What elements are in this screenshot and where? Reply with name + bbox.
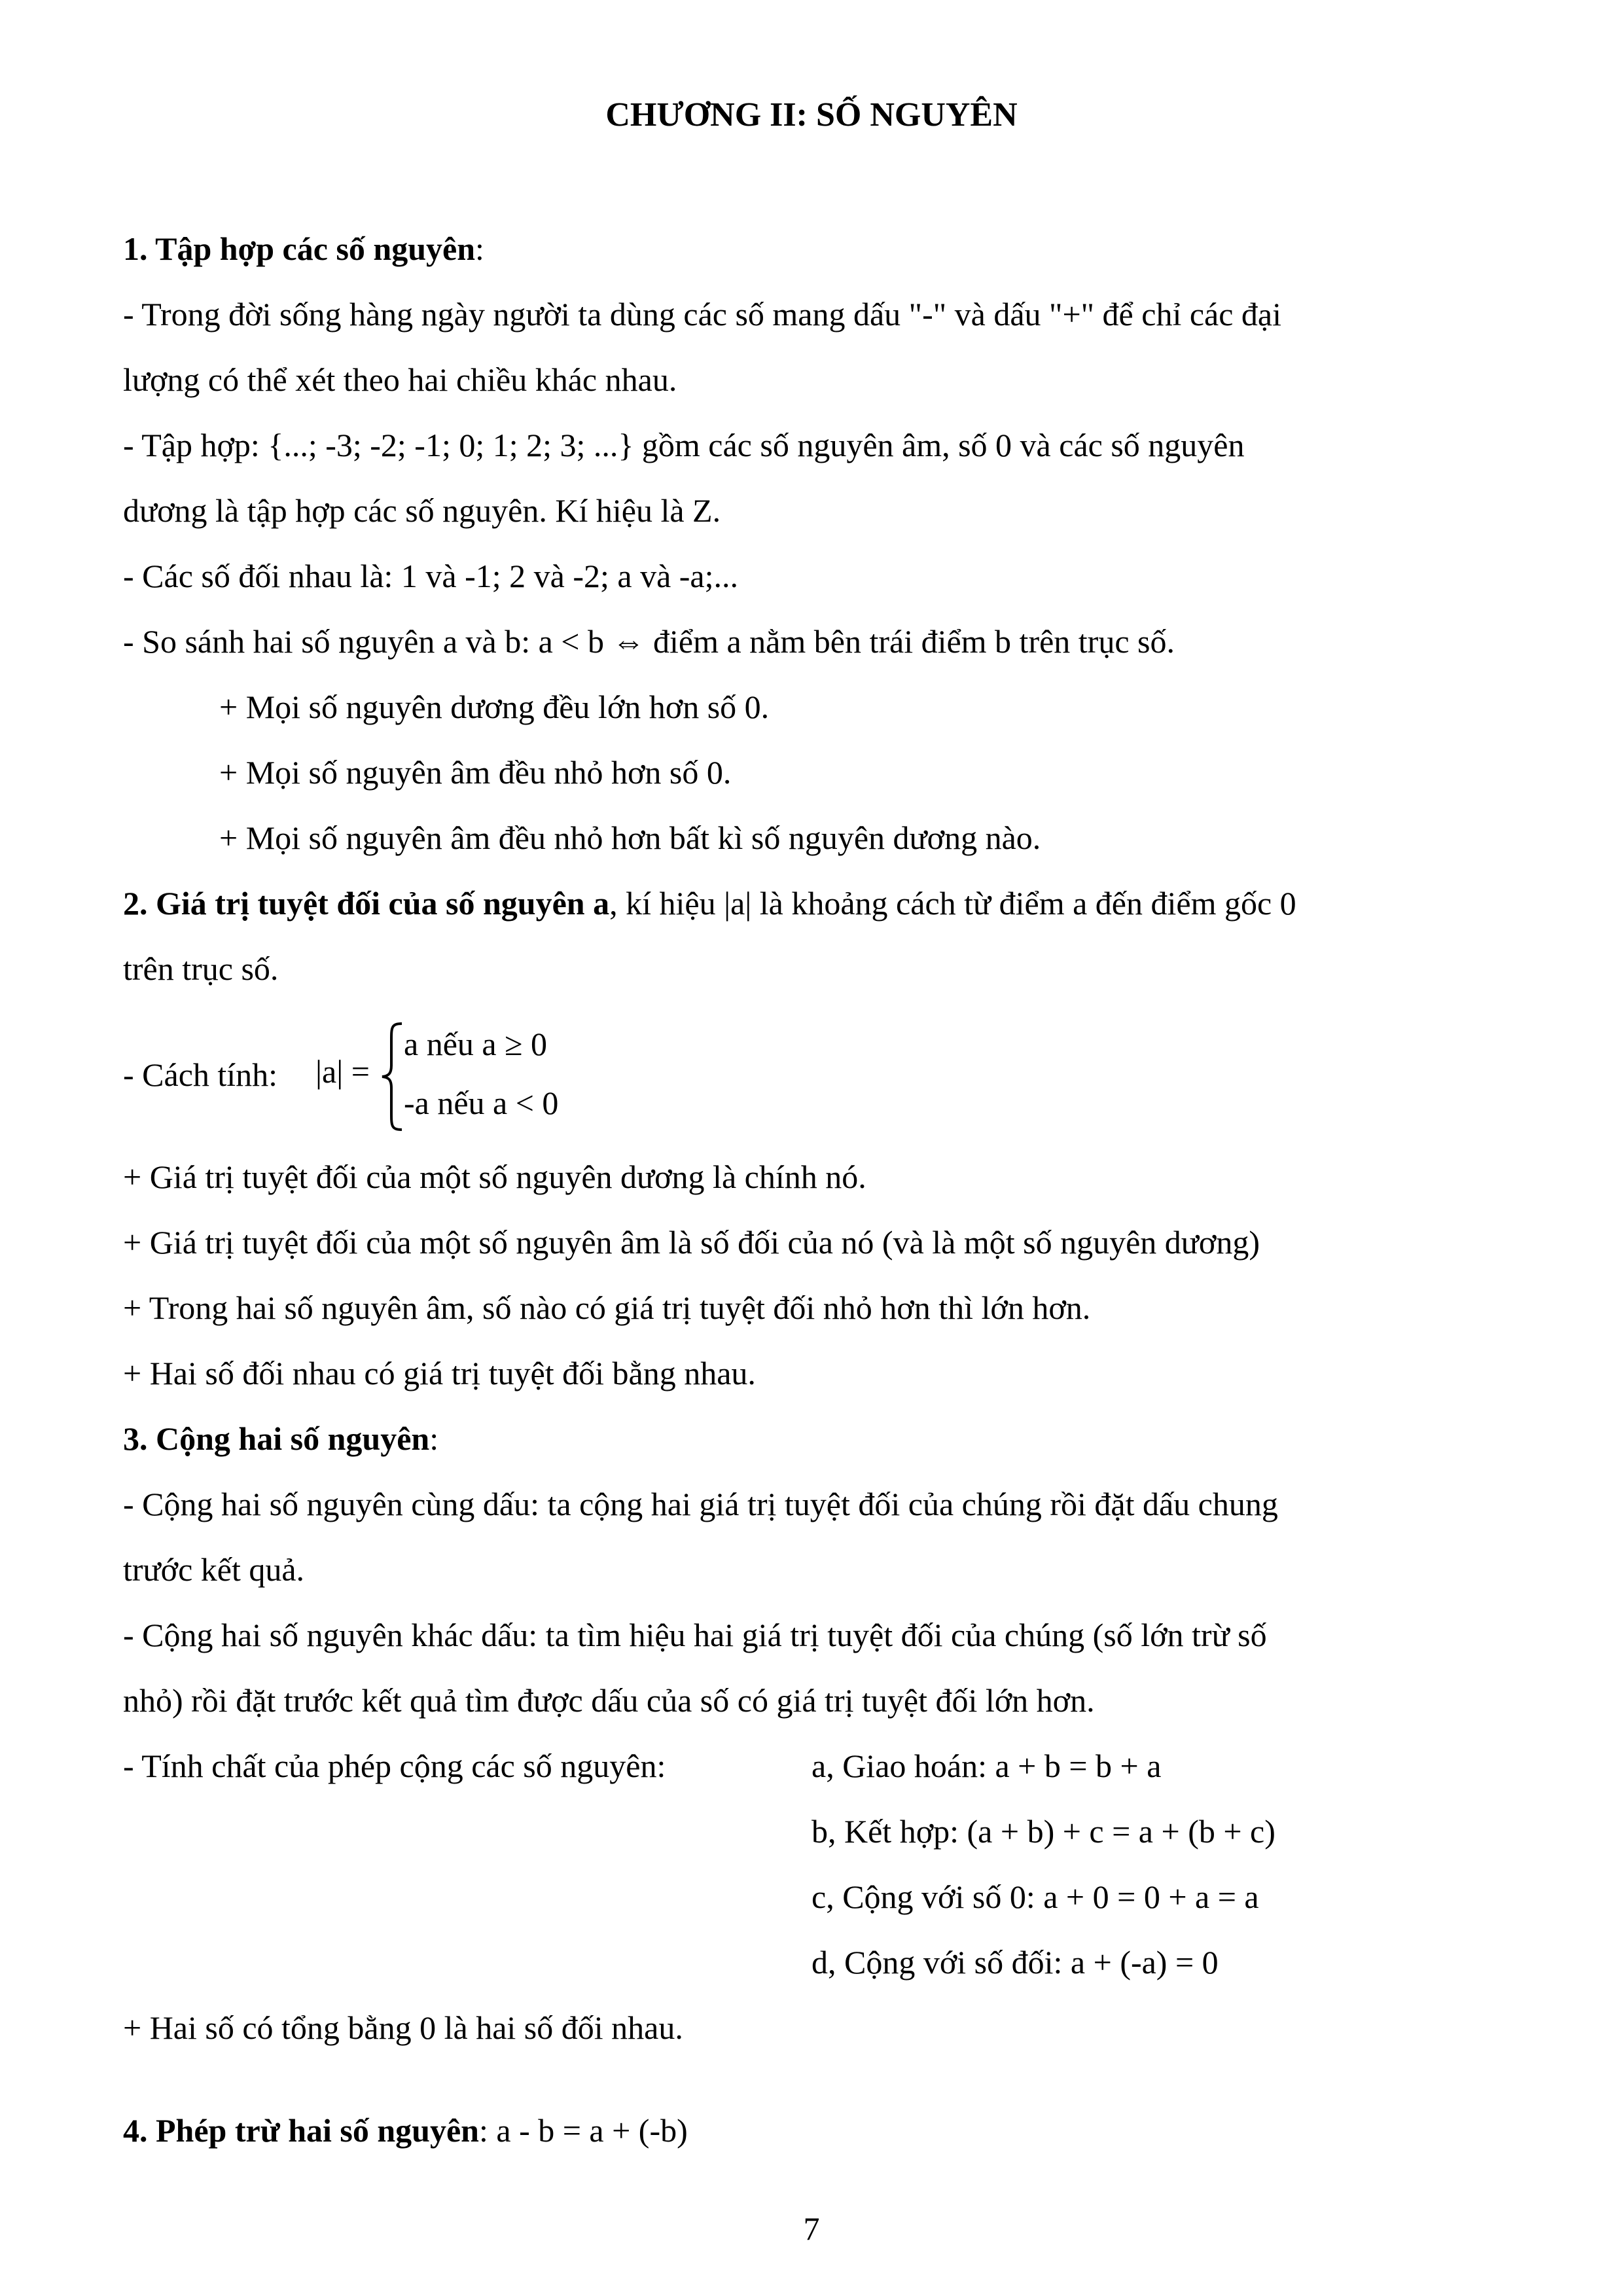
property-a: a, Giao hoán: a + b = b + a [812, 1748, 1162, 1784]
section-2-heading-line [123, 887, 1296, 920]
section-4-formula: : a - b = a + (-b) [478, 2112, 688, 2149]
section-2-heading: 2. Giá trị tuyệt đối của số nguyên a [123, 885, 610, 922]
abs-expression: |a| = [315, 1053, 370, 1090]
section-2-rule-3: + Trong hai số nguyên âm, số nào có giá trị tuyệt đối nhỏ hơn thì lớn hơn. [123, 1289, 1091, 1326]
section-1-colon: : [475, 230, 484, 267]
section-4-heading: 4. Phép trừ hai số nguyên [123, 2112, 479, 2149]
section-1-para-2-line-2: dương là tập hợp các số nguyên. Kí hiệu là Z. [123, 492, 721, 529]
section-2-line-2: trên trục số. [123, 950, 279, 987]
calc-label: - Cách tính: [123, 1056, 278, 1093]
case-1: a nếu a ≥ 0 [404, 1026, 548, 1062]
section-3-heading-line [123, 1422, 438, 1455]
section-1-bullet-2: + Mọi số nguyên âm đều nhỏ hơn số 0. [219, 754, 732, 791]
section-1-bullet-1: + Mọi số nguyên dương đều lớn hơn số 0. [219, 689, 770, 725]
case-2: -a nếu a < 0 [404, 1085, 559, 1121]
property-c: c, Cộng với số 0: a + 0 = 0 + a = a [812, 1878, 1259, 1915]
section-3-para-2-line-1: - Cộng hai số nguyên khác dấu: ta tìm hiệu hai giá trị tuyệt đối của chúng (số lớn trừ số [123, 1617, 1267, 1653]
section-2-rule-2: + Giá trị tuyệt đối của một số nguyên âm là số đối của nó (và là một số nguyên dương) [123, 1224, 1260, 1261]
section-2-rule-1: + Giá trị tuyệt đối của một số nguyên dương là chính nó. [123, 1158, 866, 1195]
section-1-para-4: - So sánh hai số nguyên a và b: a < b ⇔ điểm a nằm bên trái điểm b trên trục số. [123, 623, 1175, 660]
section-1-heading: 1. Tập hợp các số nguyên [123, 230, 476, 267]
section-1-para-2-line-1: - Tập hợp: {...; -3; -2; -1; 0; 1; 2; 3; ...} gồm các số nguyên âm, số 0 và các số nguyên [123, 427, 1245, 463]
section-1-para-1-line-1: - Trong đời sống hàng ngày người ta dùng các số mang dấu "-" và dấu "+" để chỉ các đại [123, 296, 1281, 332]
section-3-colon: : [429, 1420, 439, 1457]
section-3-para-1-line-2: trước kết quả. [123, 1551, 305, 1588]
section-3-heading: 3. Cộng hai số nguyên [123, 1420, 430, 1457]
section-1-para-1-line-2: lượng có thể xét theo hai chiều khác nhau. [123, 361, 677, 398]
section-2-heading-rest: , kí hiệu |a| là khoảng cách từ điểm a đến điểm gốc 0 [609, 885, 1296, 922]
section-3-para-1-line-1: - Cộng hai số nguyên cùng dấu: ta cộng hai giá trị tuyệt đối của chúng rồi đặt dấu chung [123, 1486, 1278, 1522]
section-3-note: + Hai số có tổng bằng 0 là hai số đối nhau. [123, 2009, 683, 2046]
section-3-para-2-line-2: nhỏ) rồi đặt trước kết quả tìm được dấu của số có giá trị tuyệt đối lớn hơn. [123, 1682, 1095, 1719]
properties-label: - Tính chất của phép cộng các số nguyên: [123, 1748, 666, 1784]
section-2-rule-4: + Hai số đối nhau có giá trị tuyệt đối bằng nhau. [123, 1355, 756, 1391]
section-1-bullet-3: + Mọi số nguyên âm đều nhỏ hơn bất kì số nguyên dương nào. [219, 819, 1041, 856]
section-1-heading-line [123, 232, 484, 265]
page-number: 7 [803, 2210, 820, 2247]
property-b: b, Kết hợp: (a + b) + c = a + (b + c) [812, 1813, 1275, 1850]
property-d: d, Cộng với số đối: a + (-a) = 0 [812, 1944, 1219, 1981]
section-1-para-3: - Các số đối nhau là: 1 và -1; 2 và -2; a và -a;... [123, 558, 738, 594]
page-title: CHƯƠNG II: SỐ NGUYÊN [605, 96, 1018, 134]
section-4-heading-line [123, 2114, 688, 2147]
left-brace-icon [380, 1021, 406, 1132]
